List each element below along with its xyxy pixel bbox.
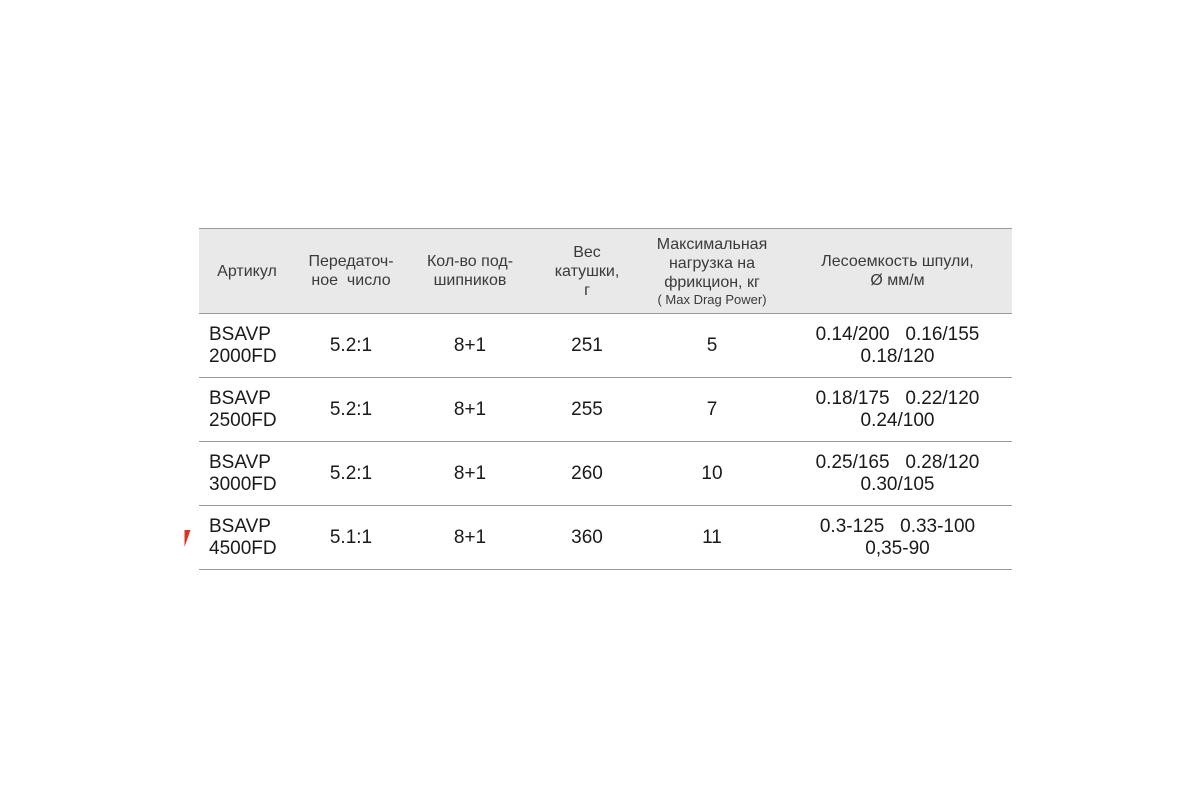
cell-model: BSAVP 2000FD [199,314,295,378]
table-header-row [199,229,1012,314]
cell-gear-ratio: 5.1:1 [295,506,407,570]
header-article: Артикул [199,229,295,314]
table-row [199,378,1012,442]
header-bearings: Кол-во под- шипников [407,229,533,314]
cell-gear-ratio: 5.2:1 [295,442,407,506]
cell-gear-ratio: 5.2:1 [295,314,407,378]
cell-line-capacity: 0.18/175 0.22/120 0.24/100 [783,378,1012,442]
cell-weight: 255 [533,378,641,442]
cell-bearings: 8+1 [407,378,533,442]
cell-bearings: 8+1 [407,314,533,378]
cell-weight: 251 [533,314,641,378]
cell-weight: 260 [533,442,641,506]
cell-line-capacity: 0.3-125 0.33-100 0,35-90 [783,506,1012,570]
cell-weight: 360 [533,506,641,570]
table-row [199,442,1012,506]
header-weight: Вес катушки, г [533,229,641,314]
cell-model: BSAVP 2500FD [199,378,295,442]
cell-max-drag: 7 [641,378,783,442]
cell-line-capacity: 0.14/200 0.16/155 0.18/120 [783,314,1012,378]
table-row [199,506,1012,570]
cell-max-drag: 10 [641,442,783,506]
header-line-capacity: Лесоемкость шпули, Ø мм/м [783,229,1012,314]
header-max-drag: Максимальная нагрузка на фрикцион, кг ( Max Drag Power) [641,229,783,314]
reel-spec-table [199,228,1012,570]
cell-model: BSAVP 4500FD [199,506,295,570]
red-accent-mark [182,530,191,547]
cell-max-drag: 5 [641,314,783,378]
header-gear-ratio: Передаточ- ное число [295,229,407,314]
table-row [199,314,1012,378]
cell-max-drag: 11 [641,506,783,570]
cell-bearings: 8+1 [407,506,533,570]
cell-model: BSAVP 3000FD [199,442,295,506]
cell-line-capacity: 0.25/165 0.28/120 0.30/105 [783,442,1012,506]
cell-bearings: 8+1 [407,442,533,506]
cell-gear-ratio: 5.2:1 [295,378,407,442]
